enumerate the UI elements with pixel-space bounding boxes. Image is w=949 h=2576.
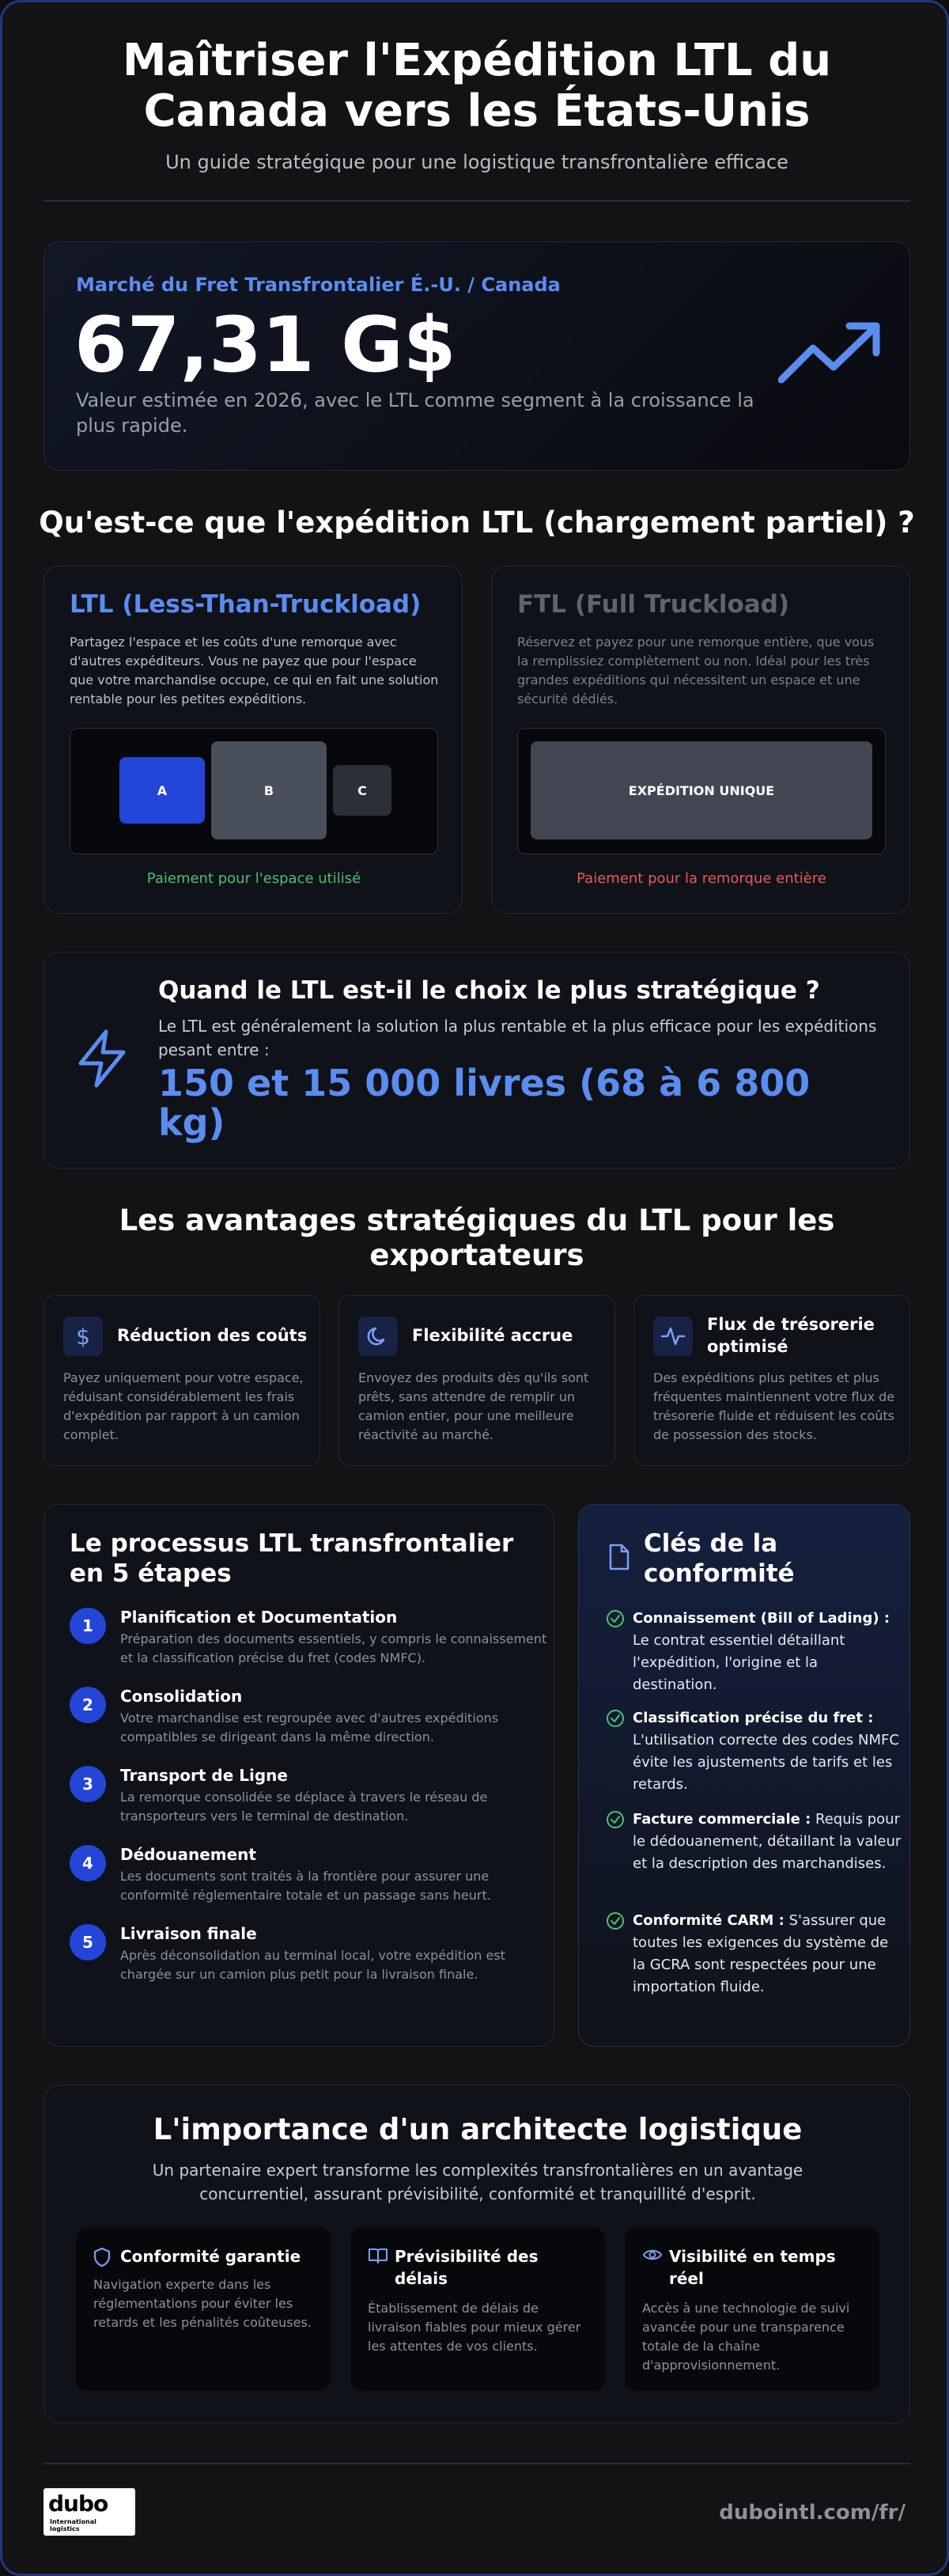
process-step [70,1608,547,1679]
ltl-card [43,566,463,914]
benefit-text: Accès à une technologie de suivi avancée pour une transparence totale de la chaîne d'approvisionnement. [642,2301,850,2373]
page-subtitle: Un guide stratégique pour une logistique transfrontalière efficace [165,151,788,173]
benefit-text: Établissement de délais de livraison fiables pour mieux gérer les attentes de vos clients. [368,2301,581,2354]
footer-divider [43,2463,910,2464]
architect-benefit-visibility [625,2228,879,2391]
step-text: Préparation des documents essentiels, y compris le connaissement et la classification précise du fret (codes NMFC). [120,1631,547,1665]
advantage-card-cost [43,1295,320,1466]
step-title: Livraison finale [120,1924,257,1943]
step-title: Transport de Ligne [120,1766,288,1785]
advantage-title: Réduction des coûts [117,1326,308,1345]
strategic-title: Quand le LTL est-il le choix le plus stratégique ? [158,976,820,1005]
architect-text: Un partenaire expert transforme les complexités transfrontalières en un avantage concurrentiel, assurant prévisibilité, conformité et tranquillité d'esprit. [152,2161,803,2203]
step-text: La remorque consolidée se déplace à travers le réseau de transporteurs vers le terminal de destination. [120,1790,488,1824]
document-icon [607,1543,631,1574]
shipment-box-b: B [211,741,327,839]
advantage-title: Flux de trésorerie optimisé [707,1315,875,1356]
ltl-title: LTL (Less-Than-Truckload) [70,590,422,619]
lightning-icon [74,1029,130,1092]
step-number: 3 [70,1766,106,1802]
strategic-weight-card [43,952,910,1169]
step-number: 2 [70,1687,106,1723]
shipment-box-a: A [119,757,205,824]
benefit-title: Conformité garantie [120,2247,301,2266]
process-step [70,1924,544,1995]
process-step [70,1845,544,1916]
trending-up-icon [778,321,881,388]
advantage-text: Des expéditions plus petites et plus fréquentes maintiennent votre flux de trésorerie fluide et réduisent les coûts de possession des stocks. [653,1370,895,1442]
ftl-description: Réservez et payez pour une remorque entière, que vous la remplissiez complètement ou non. Idéal pour les très grandes expéditions qui nécessitent un espace et une sécurité dédiés. [517,635,875,707]
process-step [70,1766,544,1837]
market-stat-card [43,241,910,471]
check-circle-icon [606,1709,625,1728]
advantage-card-flexibility [338,1295,615,1466]
step-title: Dédouanement [120,1845,256,1864]
ftl-trailer-diagram [517,728,886,854]
check-circle-icon [606,1911,625,1930]
what-is-ltl-title: Qu'est-ce que l'expédition LTL (chargement partiel) ? [39,506,915,540]
advantages-title: Les avantages stratégiques du LTL pour les exportateurs [119,1203,835,1272]
advantage-title: Flexibilité accrue [412,1326,573,1345]
benefit-title: Visibilité en temps réel [669,2247,836,2288]
step-number: 5 [70,1924,106,1960]
svg-text:$: $ [76,1324,90,1349]
weight-range: 150 et 15 000 livres (68 à 6 800 kg) [158,1062,811,1144]
step-text: Après déconsolidation au terminal local, votre expédition est chargée sur un camion plus petit pour la livraison finale. [120,1948,505,1982]
single-shipment-box: EXPÉDITION UNIQUE [531,741,872,839]
ftl-card [491,566,910,914]
compliance-card: Clés de la conformité Connaissement (Bill of Lading) : Le contrat essentiel détaillant l'expédition, l'origine et la destination. Classification précise du fret : L'utilisation correcte des codes NMFC évite les ajustements de tarifs et les retards. Facture commerciale : Requis pour le dédouanement, détaillant la valeur et la description des marchandises. Conformité CARM : S'assurer que toutes les exigences du système de la GCRA sont respectées pour une importation fluide. [578,1504,910,2047]
step-title: Planification et Documentation [120,1608,398,1627]
compliance-title: Clés de la conformité [644,1529,795,1588]
advantage-card-cashflow [633,1295,910,1466]
advantage-text: Envoyez des produits dès qu'ils sont prêts, sans attendre de remplir un camion entier, pour une meilleure réactivité au marché. [358,1370,589,1442]
ltl-footer: Paiement pour l'espace utilisé [146,870,361,887]
stat-description: Valeur estimée en 2026, avec le LTL comme segment à la croissance la plus rapide. [76,389,754,437]
eye-icon [642,2247,663,2266]
process-step [70,1687,544,1758]
architect-title: L'importance d'un architecte logistique [153,2112,803,2146]
ltl-trailer-diagram [70,728,438,854]
step-number: 1 [70,1608,106,1644]
benefit-title: Prévisibilité des délais [395,2247,539,2288]
page-title: Maîtriser l'Expédition LTL du Canada vers les États-Unis [122,35,832,137]
moon-icon [358,1316,398,1356]
check-circle-icon [606,1810,625,1829]
architect-benefit-predictability [350,2228,605,2391]
step-text: Les documents sont traités à la frontière pour assurer une conformité réglementaire totale et un passage sans heurt. [120,1869,491,1903]
strategic-text: Le LTL est généralement la solution la plus rentable et la plus efficace pour les expéditions pesant entre : [158,1017,877,1059]
step-text: Votre marchandise est regroupée avec d'autres expéditions compatibles se dirigeant dans la même direction. [120,1710,499,1744]
shield-icon [93,2247,111,2271]
architect-card [43,2085,910,2423]
shipment-box-c: C [333,765,391,816]
ftl-footer: Paiement pour la remorque entière [577,870,826,887]
architect-benefit-compliance [76,2228,331,2391]
website-link[interactable]: dubointl.com/fr/ [719,2501,906,2525]
benefit-text: Navigation experte dans les réglementations pour éviter les retards et les pénalités coûteuses. [93,2277,312,2330]
step-number: 4 [70,1845,106,1881]
dubo-logo[interactable]: dubo International logistics [43,2488,135,2536]
advantage-text: Payez uniquement pour votre espace, réduisant considérablement les frais d'expédition par rapport à un camion complet. [63,1370,304,1442]
check-circle-icon [606,1609,625,1628]
dollar-icon [63,1316,103,1356]
divider [43,200,910,202]
ftl-title: FTL (Full Truckload) [517,590,790,619]
step-title: Consolidation [120,1687,243,1706]
process-title: Le processus LTL transfrontalier en 5 étapes [70,1529,514,1588]
activity-icon [653,1316,693,1356]
book-icon [368,2247,388,2267]
stat-value: 67,31 G$ [74,301,456,389]
ltl-description: Partagez l'espace et les coûts d'une remorque avec d'autres expéditeurs. Vous ne payez que pour l'espace que votre marchandise occupe, ce qui en fait une solution rentable pour les petites expéditions. [70,635,439,707]
process-card [43,1504,554,2047]
stat-label: Marché du Fret Transfrontalier É.-U. / Canada [76,274,561,296]
